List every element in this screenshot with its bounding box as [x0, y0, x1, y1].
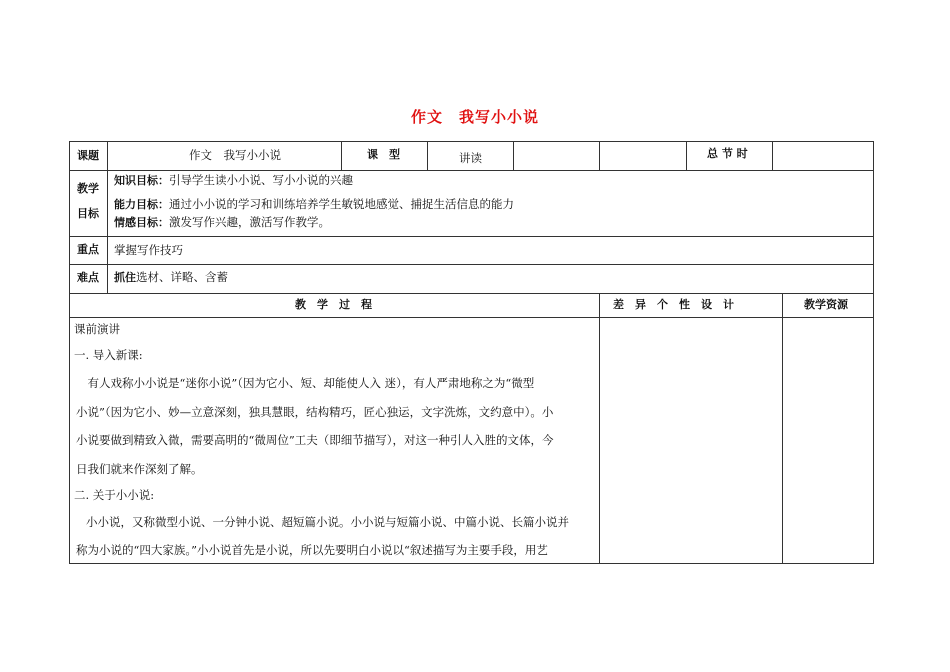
ability-objective-text: 通过小小说的学习和训练培养学生敏锐地感觉、捕捉生活信息的能力	[169, 197, 514, 211]
page-title-part1: 作文	[410, 108, 443, 126]
table-border-bottom	[69, 563, 874, 564]
content-paragraph-line: 小小说，又称微型小说、一分钟小说、超短篇小说。小小说与短篇小说、中篇小说、长篇小说并	[86, 515, 569, 529]
lesson-type-label: 课 型	[367, 148, 400, 161]
table-rule	[427, 141, 428, 170]
knowledge-objective	[114, 173, 353, 188]
table-rule	[686, 141, 687, 170]
page-title-part2: 我写小小说	[459, 108, 540, 126]
difficulty-label: 难点	[77, 271, 99, 284]
knowledge-objective-text: 引导学生读小小说、写小小说的兴趣	[169, 173, 353, 187]
ability-objective-label: 能力目标：	[114, 198, 169, 211]
table-border-top	[69, 141, 874, 142]
table-border-right	[873, 141, 874, 563]
content-paragraph-line: 称为小说的“四大家族。”小小说首先是小说，所以先要明白小说以“叙述描写为主要手段，用艺	[76, 543, 548, 557]
column-header-process: 教 学 过 程	[295, 298, 372, 311]
key-point-label: 重点	[77, 243, 99, 256]
content-line: 课前演讲	[74, 322, 120, 336]
table-rule	[107, 141, 108, 293]
table-rule	[69, 170, 874, 171]
table-rule	[341, 141, 342, 170]
table-border-left	[69, 141, 70, 563]
content-paragraph-line: 小说要做到精致入微，需要高明的“微周位”工夫（即细节描写），对这一种引人入胜的文体，今	[76, 433, 554, 447]
table-rule	[69, 317, 874, 318]
difficulty-bold-part: 抓住	[114, 271, 136, 284]
table-rule	[599, 141, 600, 170]
column-header-differentiation: 差 异 个 性 设 计	[613, 298, 734, 311]
content-paragraph-line: 小说”（因为它小、妙—立意深刻，独具慧眼，结构精巧，匠心独运，文字洗炼，文约意中）。小	[76, 405, 554, 419]
table-rule	[513, 141, 514, 170]
content-paragraph-line: 有人戏称小小说是“迷你小说”（因为它小、短、却能使人入 迷），有人严肃地称之为“微型	[76, 376, 535, 390]
table-rule	[69, 236, 874, 237]
content-paragraph-line: 日我们就来作深刻了解。	[76, 462, 203, 476]
column-header-resources: 教学资源	[804, 298, 848, 311]
emotion-objective-label: 情感目标：	[114, 216, 169, 229]
page-title	[0, 106, 950, 127]
objectives-label-line2: 目标	[77, 207, 99, 220]
ability-objective	[114, 197, 514, 212]
difficulty-rest: 选材、详略、含蓄	[136, 270, 228, 284]
objectives-label-line1: 教学	[77, 182, 99, 195]
lesson-type-value: 讲读	[459, 151, 482, 165]
table-rule	[782, 293, 783, 563]
emotion-objective-text: 激发写作兴趣，激活写作教学。	[169, 215, 330, 229]
table-rule	[772, 141, 773, 170]
knowledge-objective-label: 知识目标：	[114, 174, 169, 187]
table-rule	[69, 264, 874, 265]
content-line: 一. 导入新课:	[74, 348, 143, 362]
key-point-text: 掌握写作技巧	[114, 243, 183, 257]
content-line: 二. 关于小小说:	[74, 488, 155, 502]
difficulty-text	[114, 270, 228, 285]
topic-value: 作文 我写小小说	[189, 148, 281, 162]
emotion-objective	[114, 215, 330, 230]
topic-label: 课题	[77, 149, 99, 162]
total-periods-label: 总 节 时	[707, 147, 748, 160]
table-rule	[69, 293, 874, 294]
